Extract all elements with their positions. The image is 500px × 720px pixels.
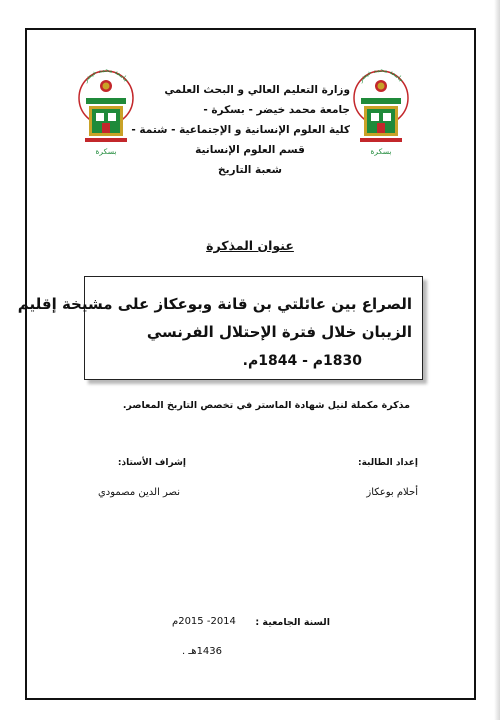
supervisor-label: إشراف الأستاذ: [117, 458, 186, 468]
memo-heading-text: عنوان المذكرة [206, 238, 294, 253]
hijri-year: 1436هـ . [182, 646, 223, 657]
logo-base-text: بسكرة [95, 147, 117, 156]
supervisor-name: نصر الدين مصمودي [97, 487, 180, 498]
academic-year-value: 2014- 2015م [172, 616, 236, 627]
branch-line: شعبة التاريخ [218, 164, 282, 176]
memo-heading [0, 238, 500, 253]
institution-header [131, 80, 350, 180]
thesis-title-dates: 1830م - 1844م. [242, 353, 362, 369]
logo-arc-text: جامعة محمد خيضر [357, 66, 405, 84]
department-line: قسم العلوم الإنسانية [195, 144, 305, 156]
logo-arc-text: جامعة محمد خيضر [82, 66, 130, 84]
university-logo-right [350, 66, 412, 168]
academic-year-label: السنة الجامعية : [255, 617, 330, 628]
thesis-title-line2: الزيبان خلال فترة الإحتلال الفرنسي [146, 323, 412, 341]
thesis-title-line1: الصراع بين عائلتي بن قانة وبوعكاز على مشيخة إقليم [17, 295, 412, 313]
university-line: جامعة محمد خيضر - بسكرة - [203, 104, 350, 116]
logo-base-text: بسكرة [370, 147, 392, 156]
thesis-title-box [17, 276, 423, 380]
university-logo-left [75, 66, 137, 168]
student-name: أحلام بوعكاز [366, 487, 418, 498]
page-edge-shadow [494, 0, 500, 720]
degree-subtitle: مذكرة مكملة لنيل شهادة الماستر في تخصص التاريخ المعاصر. [122, 400, 410, 411]
faculty-line: كلية العلوم الإنسانية و الإجتماعية - شتمة - [131, 124, 350, 136]
ministry-line: وزارة التعليم العالي و البحث العلمي [164, 84, 350, 96]
student-label: إعداد الطالبة: [358, 458, 418, 468]
